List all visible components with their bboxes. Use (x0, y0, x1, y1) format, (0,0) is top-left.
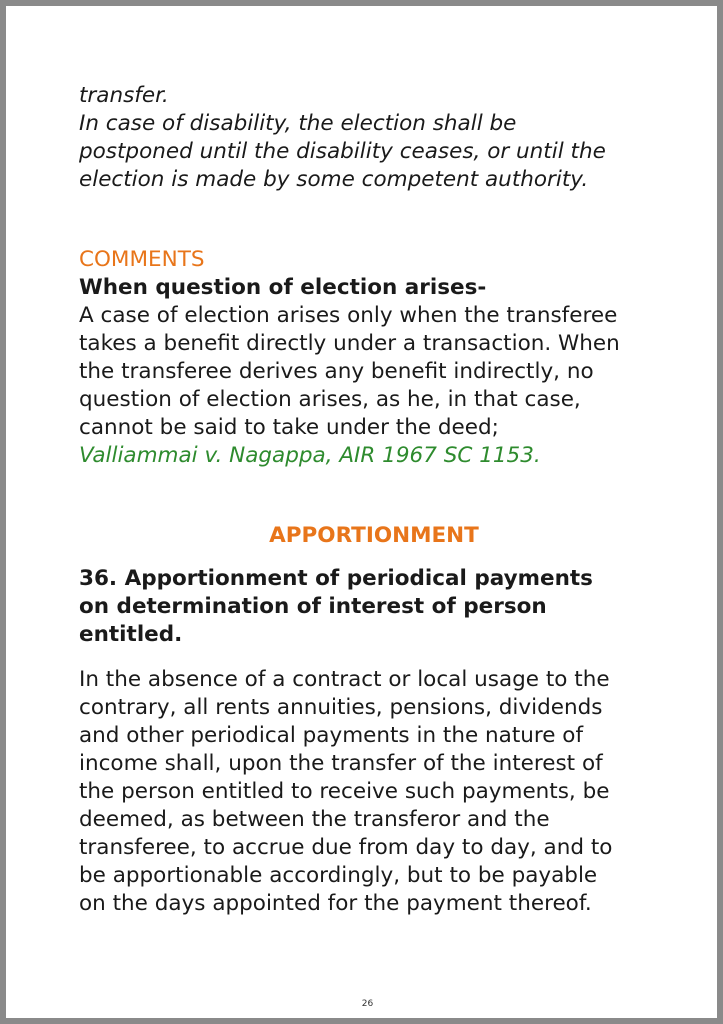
intro-line: In case of disability, the election shall be (79, 111, 517, 136)
comment-line: question of election arises, as he, in that case, (79, 387, 581, 412)
comment-line: the transferee derives any benefit indirectly, no (79, 359, 594, 384)
section-title-line: 36. Apportionment of periodical payments (79, 566, 593, 591)
page-content (79, 82, 669, 918)
section-body-line: be apportionable accordingly, but to be payable (79, 863, 598, 888)
intro-paragraph (79, 82, 669, 194)
section-body (79, 666, 669, 918)
comments-label: COMMENTS (79, 247, 205, 272)
section-body-line: In the absence of a contract or local usage to the (79, 667, 610, 692)
comment-heading: When question of election arises- (79, 275, 487, 300)
intro-line: postponed until the disability ceases, or until the (79, 139, 606, 164)
section-body-line: the person entitled to receive such payments, be (79, 779, 610, 804)
section-body-line: transferee, to accrue due from day to day, and to (79, 835, 613, 860)
comment-line: takes a benefit directly under a transaction. When (79, 331, 620, 356)
comment-body (79, 302, 669, 442)
comment-line: A case of election arises only when the transferee (79, 303, 618, 328)
section-body-line: on the days appointed for the payment thereof. (79, 891, 592, 916)
case-citation: Valliammai v. Nagappa, AIR 1967 SC 1153. (79, 443, 541, 468)
section-title-line: entitled. (79, 622, 183, 647)
section-title (79, 565, 669, 649)
intro-line: election is made by some competent authority. (79, 167, 589, 192)
section-body-line: contrary, all rents annuities, pensions, dividends (79, 695, 603, 720)
section-heading: APPORTIONMENT (269, 523, 479, 548)
section-body-line: and other periodical payments in the nature of (79, 723, 584, 748)
intro-line: transfer. (79, 83, 169, 108)
page-number: 26 (361, 999, 374, 1009)
section-body-line: deemed, as between the transferor and the (79, 807, 550, 832)
section-title-line: on determination of interest of person (79, 594, 547, 619)
comment-line: cannot be said to take under the deed; (79, 415, 499, 440)
section-body-line: income shall, upon the transfer of the interest of (79, 751, 603, 776)
